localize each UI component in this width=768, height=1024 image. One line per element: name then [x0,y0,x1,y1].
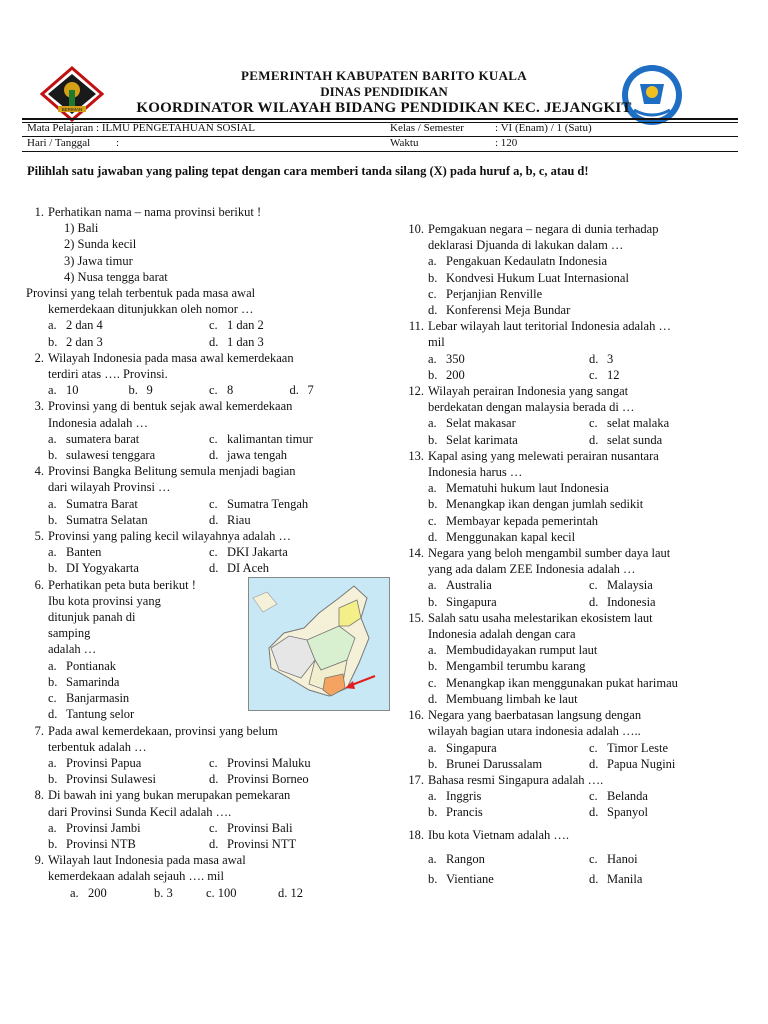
option[interactable]: b. Kondvesi Hukum Luat Internasional [428,270,629,285]
class-label: Kelas / Semester [390,122,464,134]
option[interactable]: c. Perjanjian Renville [428,286,543,301]
option[interactable]: c. 100 [206,885,237,900]
option[interactable]: d. selat sunda [589,432,663,447]
option[interactable]: a. 10 [48,383,79,398]
question-7: 7. Pada awal kemerdekaan, provinsi yang belum terbentuk adalah … [34,723,278,754]
question-6: 6. Perhatikan peta buta berikut ! Ibu kota provinsi yang ditunjuk panah di samping adalah … [34,577,196,657]
option[interactable]: c. Sumatra Tengah [209,496,309,511]
option[interactable]: d. DI Aceh [209,561,269,576]
header-government: PEMERINTAH KABUPATEN BARITO KUALA [241,68,527,83]
option[interactable]: a. Sumatra Barat [48,496,138,511]
question-3: 3. Provinsi yang di bentuk sejak awal kemerdekaan Indonesia adalah … [34,399,293,430]
question-13: 13. Kapal asing yang melewati perairan nusantara Indonesia harus … [408,448,659,480]
option[interactable]: b. Sumatra Selatan [48,512,148,527]
option[interactable]: a. 2 dan 4 [48,318,103,333]
option[interactable]: a. Provinsi Jambi [48,820,141,835]
option[interactable]: d. Provinsi NTT [209,836,297,851]
option[interactable]: d. Riau [209,512,251,527]
question-5: 5. Provinsi yang paling kecil wilayahnya adalah … [34,529,291,544]
option[interactable]: d. Spanyol [589,805,648,820]
option[interactable]: d. Indonesia [589,594,656,609]
option[interactable]: b. 2 dan 3 [48,334,103,349]
question-8: 8. Di bawah ini yang bukan merupakan pemekaran dari Provinsi Sunda Kecil adalah …. [34,788,291,819]
time-label: Waktu [390,137,419,149]
option[interactable]: b. Menangkap ikan dengan jumlah sedikit [428,497,644,512]
option[interactable]: d. Manila [589,871,643,886]
day-label: Hari / Tanggal [27,137,91,149]
question-10: 10. Pemgakuan negara – negara di dunia terhadap deklarasi Djuanda di lakukan dalam … [408,222,659,253]
question-2: 2. Wilayah Indonesia pada masa awal kemerdekaan terdiri atas …. Provinsi. [34,350,294,382]
option[interactable]: b. Provinsi NTB [48,836,136,851]
q9-options [22,885,370,901]
option[interactable]: d. Konferensi Meja Bundar [428,303,571,318]
q1-item: 3) Jawa timur [64,253,133,268]
option[interactable]: b. Brunei Darussalam [428,756,543,771]
option[interactable]: c. kalimantan timur [209,431,313,446]
option[interactable]: b. 9 [128,383,153,398]
option[interactable]: a. Selat makasar [428,416,516,431]
instruction: Pilihlah satu jawaban yang paling tepat dengan cara memberi tanda silang (X) pada huruf a, b, c, atau d! [27,164,589,178]
option[interactable]: a. Provinsi Papua [48,755,142,770]
right-column [402,221,750,889]
option[interactable]: a. sumatera barat [48,431,140,446]
question-15: 15. Salah satu usaha melestarikan ekosistem laut Indonesia adalah dengan cara [408,610,653,642]
option[interactable]: c. Malaysia [589,578,653,593]
option[interactable]: c. Timor Leste [589,740,668,755]
blind-map-kalimantan [248,577,390,711]
option[interactable]: c. Hanoi [589,851,638,866]
option[interactable]: c. Belanda [589,789,648,804]
option[interactable]: b. Vientiane [428,871,494,886]
option[interactable]: d. Papua Nugini [589,756,676,771]
time-value: : 120 [495,137,518,149]
option[interactable]: c. 12 [589,367,620,382]
option[interactable]: a. Membudidayakan rumput laut [428,643,598,658]
q17-options [402,788,750,820]
option[interactable]: b. 3 [154,885,173,900]
q16-options [402,740,750,772]
question-9: 9. Wilayah laut Indonesia pada masa awal kemerdekaan adalah sejauh …. mil [34,853,246,884]
meta-divider-bottom [22,151,738,152]
header-department: DINAS PENDIDIKAN [320,84,448,99]
option[interactable]: a. Pengakuan Kedaulatn Indonesia [428,254,608,269]
option[interactable]: c. DKI Jakarta [209,545,288,560]
q3-options [22,431,370,463]
q4-options [22,496,370,528]
option[interactable]: d. Membuang limbah ke laut [428,691,578,706]
q2-options [22,382,370,398]
option[interactable]: a. Inggris [428,789,482,804]
option[interactable]: b. Mengambil terumbu karang [428,659,586,674]
option[interactable]: d. 7 [289,383,314,398]
meta-divider [22,136,738,137]
q11-options [402,351,750,383]
option[interactable]: a. 200 [70,885,107,900]
option[interactable]: d. 1 dan 3 [209,334,264,349]
subject-label: Mata Pelajaran : ILMU PENGETAHUAN SOSIAL [27,122,255,134]
option[interactable]: b. Selat karimata [428,432,518,447]
option[interactable]: b. Samarinda [48,674,120,689]
question-4: 4. Provinsi Bangka Belitung semula menjadi bagian dari wilayah Provinsi … [34,464,296,495]
option[interactable]: a. Mematuhi hukum laut Indonesia [428,481,609,496]
logo-motto: BERIMAN [61,107,83,112]
option[interactable]: c. selat malaka [589,416,670,431]
day-separator: : [116,137,120,149]
option[interactable]: b. 200 [428,367,465,382]
option[interactable]: b. Singapura [428,594,497,609]
q14-options [402,577,750,609]
option[interactable]: b. Provinsi Sulawesi [48,772,156,787]
option[interactable]: d. 12 [278,885,303,900]
option[interactable]: d. Menggunakan kapal kecil [428,529,576,544]
option[interactable]: c. 1 dan 2 [209,318,264,333]
option[interactable]: b. Prancis [428,805,483,820]
q1-options [22,317,370,349]
left-column: 1. Perhatikan nama – nama provinsi berikut ! 1) Bali 2) Sunda kecil 3) Jawa timur 4) Nusa tengga barat Provinsi yang telah terbentuk pada masa awal kemerdekaan ditunjukkan oleh nomor … a. 2 dan 4 c. 1 dan 2 b. 2 dan 3 d. 1 dan 3 2. Wilayah Indonesia pada masa awal kemerdekaan terdiri atas …. Provinsi. a. 10 b. 9 c. 8 d. 7 3. Provinsi yang di bentuk sejak awal kemerdekaan Indonesia adalah … a. sumatera barat c. kalimantan timur b. sulawesi tenggara d. jawa tengah 4. Provinsi Bangka Belitung semula menjadi bagian dari wilayah Provinsi … a. Sumatra Barat c. Sumatra Tengah b. Sumatra Selatan d. Riau 5. Provinsi yang paling kecil wilayahnya adalah … a. Banten c. DKI Jakarta b. DI Yogyakarta d. DI Aceh 6. Perhatikan peta buta berikut ! Ibu kota provinsi yang ditunjuk panah di samping adalah … a. Pontianak b. Samarinda c. Banjarmasin d. Tantung selor 7. Pada awal kemerdekaan, provinsi yang belum terbentuk adalah … a. Provinsi Papua c. Provinsi Maluku b. Provinsi Sulawesi d. Provinsi Borneo 8. Di bawah ini yang bukan merupakan pemekaran dari Provinsi Sunda Kecil adalah …. a. Provinsi Jambi c. Provinsi Bali b. Provinsi NTB d. Provinsi NTT 9. Wilayah laut Indonesia pada masa awal kemerdekaan adalah sejauh …. mil a. 200 b. 3 c. 100 d. 12 [22,204,370,901]
q8-options [22,820,370,852]
option[interactable]: c. Membayar kepada pemerintah [428,513,599,528]
question-12: 12. Wilayah perairan Indonesia yang sangat berdekatan dengan malaysia berada di … [408,384,635,415]
header-coordinator: KOORDINATOR WILAYAH BIDANG PENDIDIKAN KEC. JEJANGKIT [136,100,632,116]
option[interactable]: a. Australia [428,578,492,593]
question-11: 11. Lebar wilayah laut teritorial Indonesia adalah … mil [408,319,671,350]
q12-options [402,415,750,447]
question-17: 17. Bahasa resmi Singapura adalah …. [408,772,604,787]
option[interactable]: a. Rangon [428,851,485,866]
option[interactable]: d. Tantung selor [48,707,135,722]
q1-item: 1) Bali [64,221,99,236]
option[interactable]: d. Provinsi Borneo [209,772,309,787]
option[interactable]: a. 350 [428,351,465,366]
q7-options [22,755,370,787]
question-14: 14. Negara yang beloh mengambil sumber daya laut yang ada dalam ZEE Indonesia adalah … [408,546,671,577]
option[interactable]: c. 8 [209,383,234,398]
option[interactable]: d. jawa tengah [209,448,288,463]
q18-options [402,849,750,889]
option[interactable]: c. Menangkap ikan menggunakan pukat harimau [428,675,678,690]
q1-item: 4) Nusa tengga barat [64,269,168,284]
header-rule-thick [22,118,738,120]
option[interactable]: d. 3 [589,351,614,366]
option[interactable]: a. Banten [48,545,102,560]
option[interactable]: a. Singapura [428,740,497,755]
question-16: 16. Negara yang baerbatasan langsung dengan wilayah bagian utara indonesia adalah ….. [408,708,642,739]
q5-options [22,544,370,576]
q1-item: 2) Sunda kecil [64,237,137,252]
option[interactable]: b. sulawesi tenggara [48,448,156,463]
option[interactable]: c. Provinsi Maluku [209,755,311,770]
option[interactable]: a. Pontianak [48,658,116,673]
class-value: : VI (Enam) / 1 (Satu) [495,122,592,134]
option[interactable]: b. DI Yogyakarta [48,561,139,576]
option[interactable]: c. Banjarmasin [48,691,130,706]
question-18: 18. Ibu kota Vietnam adalah …. [408,827,569,842]
question-1: 1. Perhatikan nama – nama provinsi berikut ! [34,205,262,219]
option[interactable]: c. Provinsi Bali [209,820,293,835]
